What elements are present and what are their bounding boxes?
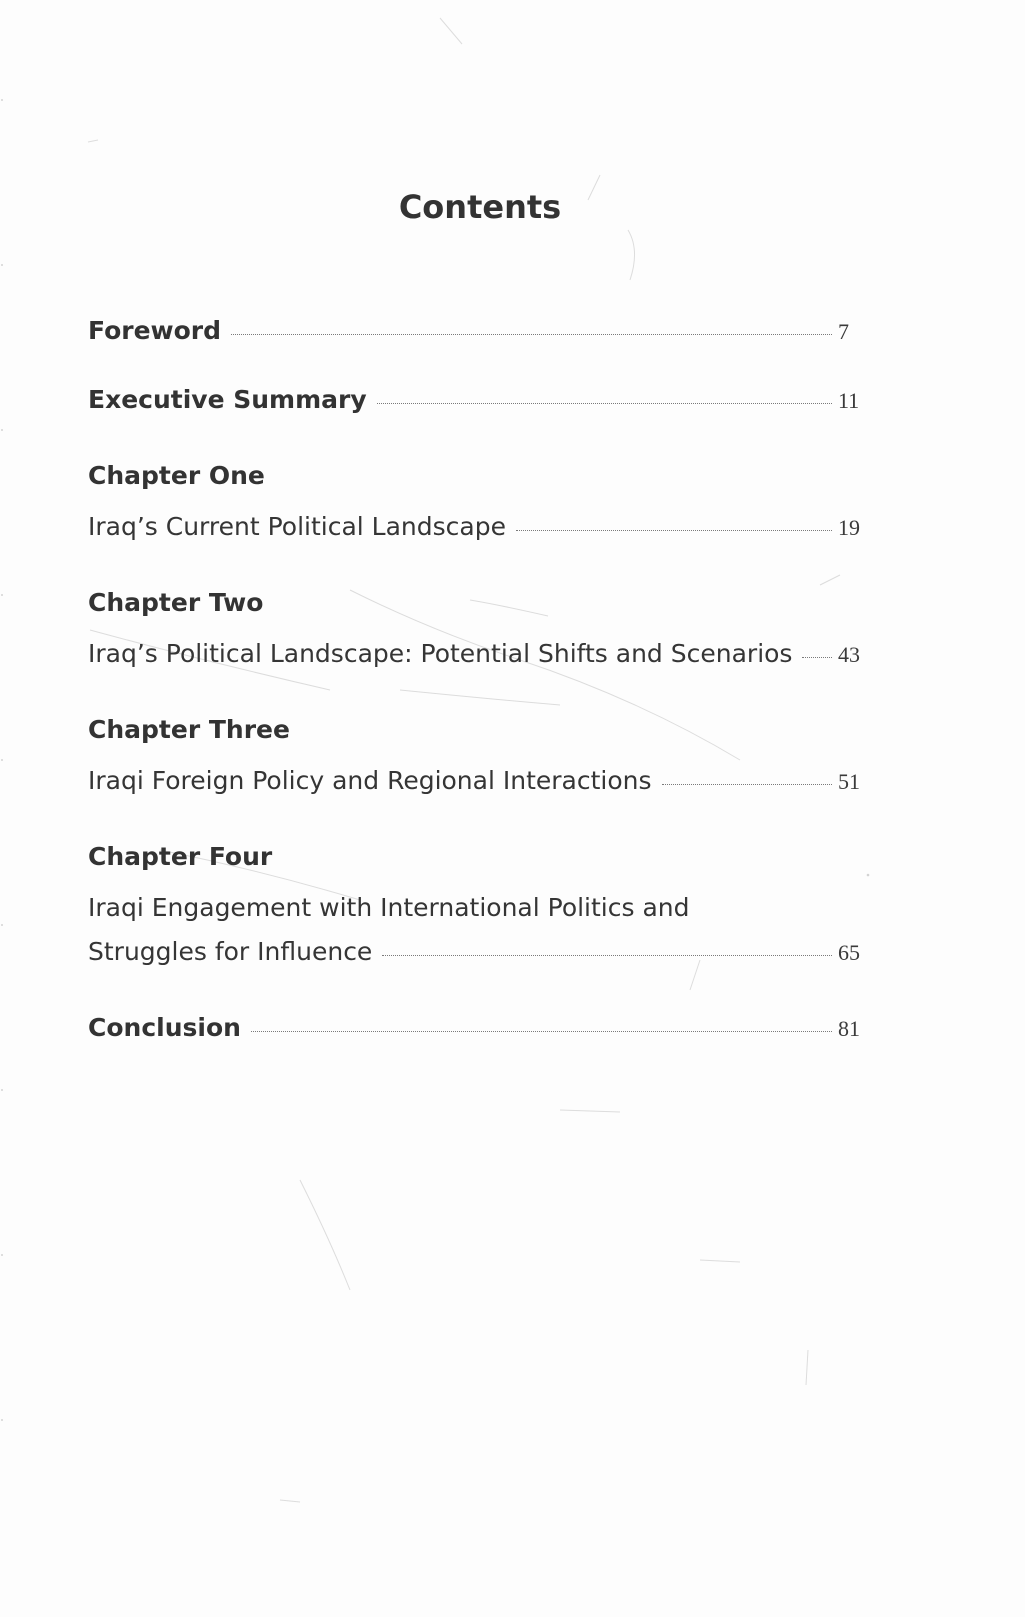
dot-leader (802, 657, 832, 658)
toc-entry-label: Conclusion (88, 1013, 241, 1042)
toc-entry-chapter-four[interactable] (88, 937, 868, 966)
dot-leader (662, 784, 832, 785)
chapter-two-heading: Chapter Two (88, 588, 264, 617)
toc-entry-label: Iraq’s Current Political Landscape (88, 512, 506, 541)
toc-entry-executive-summary[interactable] (88, 385, 868, 414)
toc-page-number: 19 (838, 515, 860, 540)
toc-page-number: 65 (838, 940, 860, 965)
toc-entry-chapter-three[interactable] (88, 766, 868, 795)
toc-page-number: 43 (838, 642, 860, 667)
dot-leader (516, 530, 832, 531)
chapter-four-title-line1[interactable]: Iraqi Engagement with International Politics and (88, 893, 690, 922)
toc-page-number: 7 (838, 319, 849, 344)
chapter-four-heading: Chapter Four (88, 842, 273, 871)
toc-page-number: 11 (838, 388, 860, 413)
toc-entry-label: Iraq’s Political Landscape: Potential Shifts and Scenarios (88, 639, 793, 668)
dot-leader (377, 403, 832, 404)
page-title: Contents (398, 188, 562, 226)
toc-page-number: 81 (838, 1016, 860, 1041)
toc-entry-chapter-two[interactable] (88, 639, 868, 668)
chapter-three-heading: Chapter Three (88, 715, 290, 744)
dot-leader (231, 334, 832, 335)
toc-page-number: 51 (838, 769, 860, 794)
toc-entry-label: Iraqi Foreign Policy and Regional Interactions (88, 766, 652, 795)
toc-entry-label: Struggles for Influence (88, 937, 373, 966)
toc-entry-label: Executive Summary (88, 385, 367, 414)
toc-entry-chapter-one[interactable] (88, 512, 868, 541)
toc-entry-label: Foreword (88, 316, 222, 345)
toc-entry-foreword[interactable] (88, 316, 868, 345)
dot-leader (251, 1031, 832, 1032)
dot-leader (382, 955, 832, 956)
chapter-one-heading: Chapter One (88, 461, 265, 490)
toc-entry-conclusion[interactable] (88, 1013, 868, 1042)
